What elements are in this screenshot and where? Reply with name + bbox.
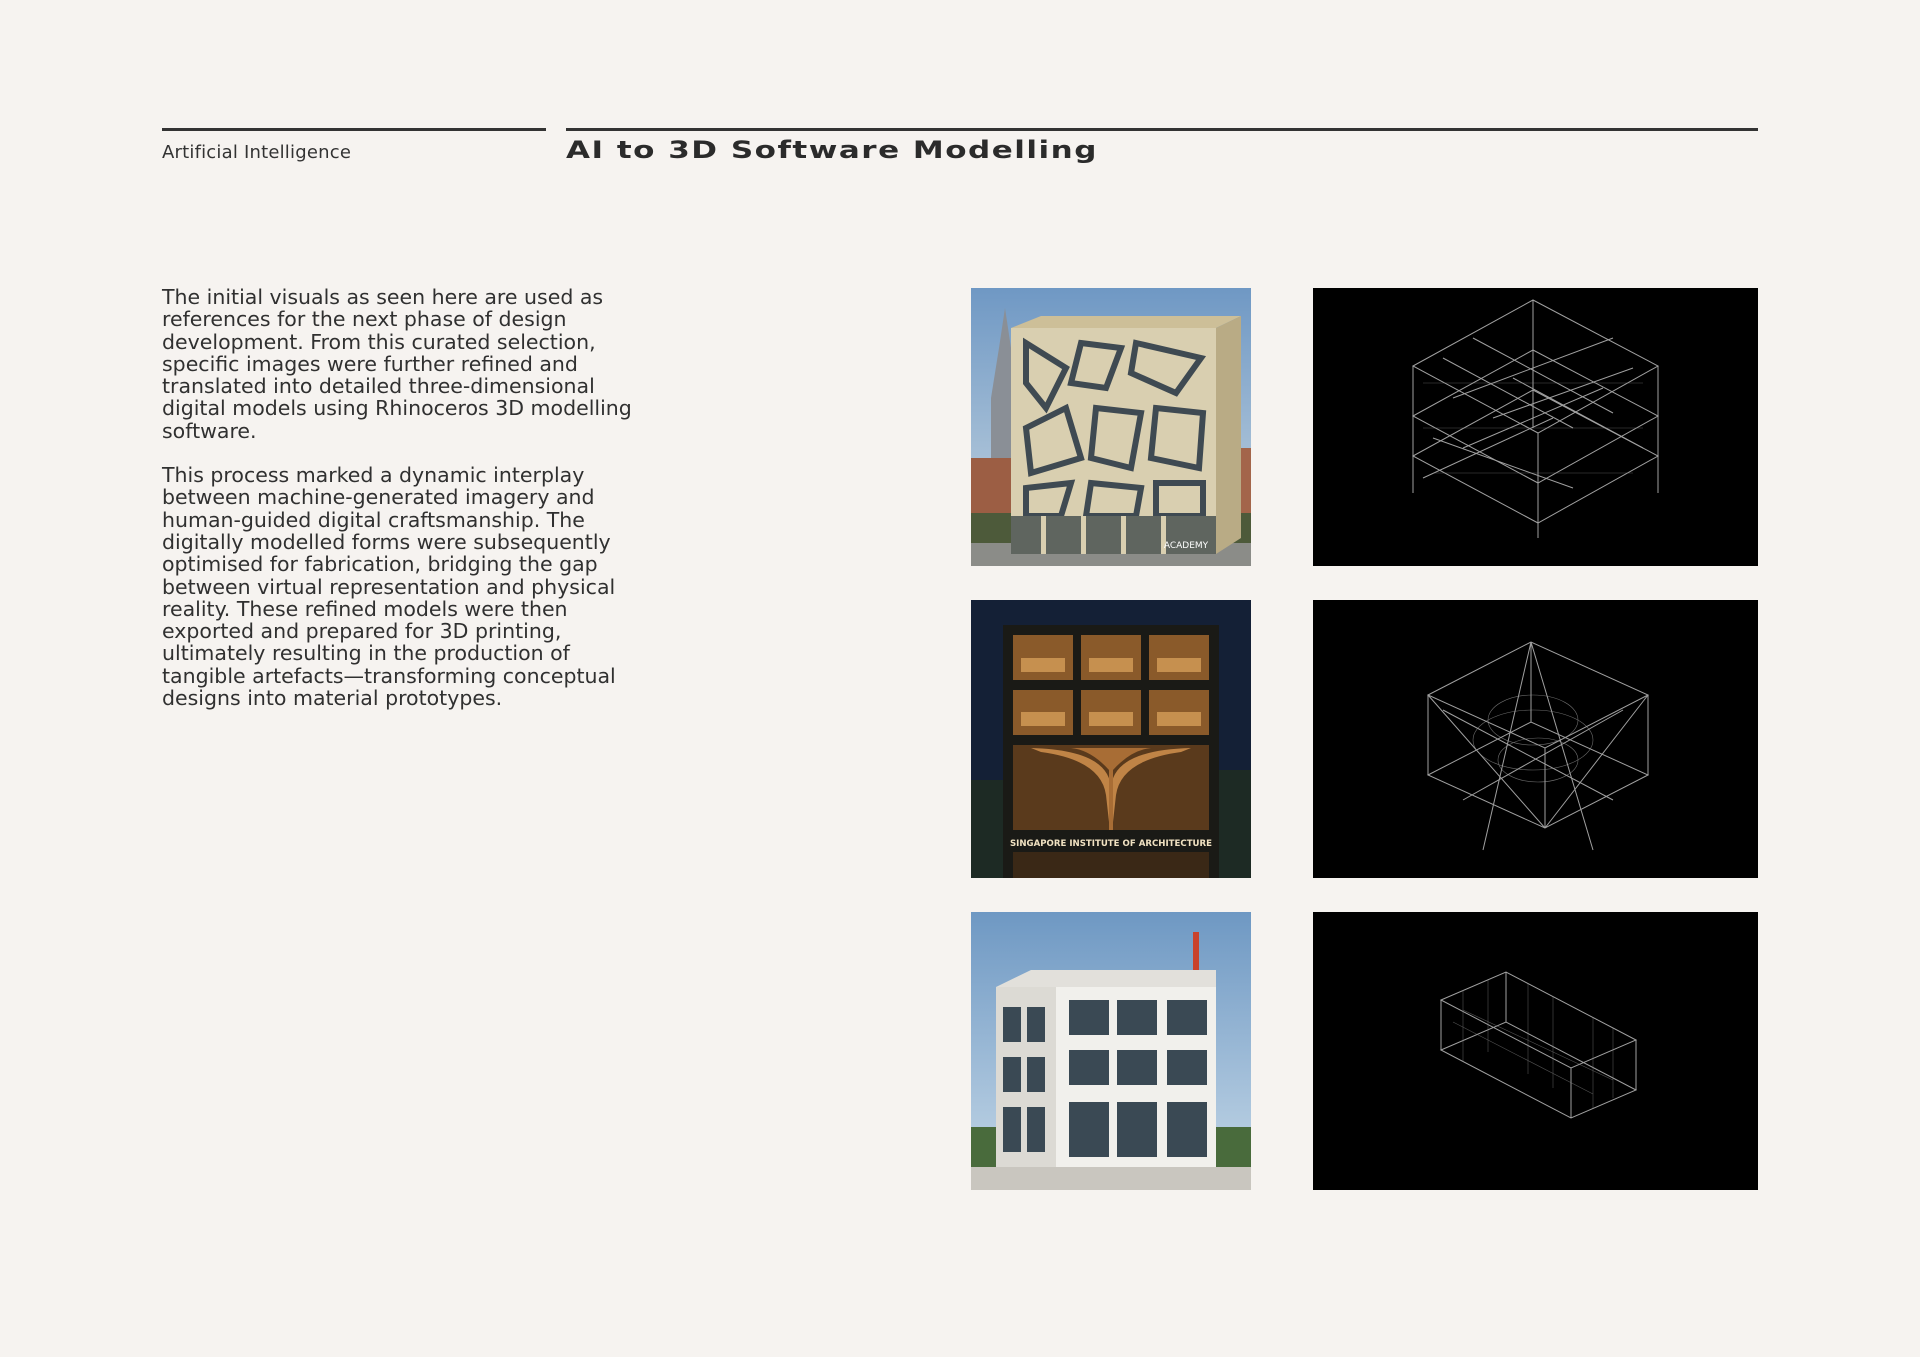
wireframe-model-white-grid bbox=[1313, 912, 1758, 1190]
ai-render-timber-building bbox=[971, 600, 1251, 878]
render-1-sign: ACADEMY bbox=[1163, 541, 1209, 551]
paragraph-2: This process marked a dynamic interplay between machine-generated imagery and human-guided digital craftsmanship. The digitally modelled forms were subsequently optimised for fabrication, bridging the gap between virtual representation and physical reality. These refined models were then exported and prepared for 3D printing, ultimately resulting in the production of tangible artefacts—transforming conceptual designs into material prototypes. bbox=[162, 463, 616, 711]
page-title: AI to 3D Software Modelling bbox=[566, 136, 1098, 165]
render-2-sign: SINGAPORE INSTITUTE OF ARCHITECTURE bbox=[1009, 839, 1213, 849]
header-rule-right bbox=[566, 128, 1758, 131]
ai-render-lattice-building bbox=[971, 288, 1251, 566]
paragraph-1: The initial visuals as seen here are used as references for the next phase of design development. From this curated selection, specific images were further refined and translated into detailed three-dimensional digital models using Rhinoceros 3D modelling software. bbox=[162, 285, 632, 443]
ai-render-white-grid-building bbox=[971, 912, 1251, 1190]
header-rule-left bbox=[162, 128, 546, 131]
wireframe-model-timber bbox=[1313, 600, 1758, 878]
body-text bbox=[162, 286, 632, 731]
wireframe-model-lattice bbox=[1313, 288, 1758, 566]
section-label: Artificial Intelligence bbox=[162, 142, 352, 163]
